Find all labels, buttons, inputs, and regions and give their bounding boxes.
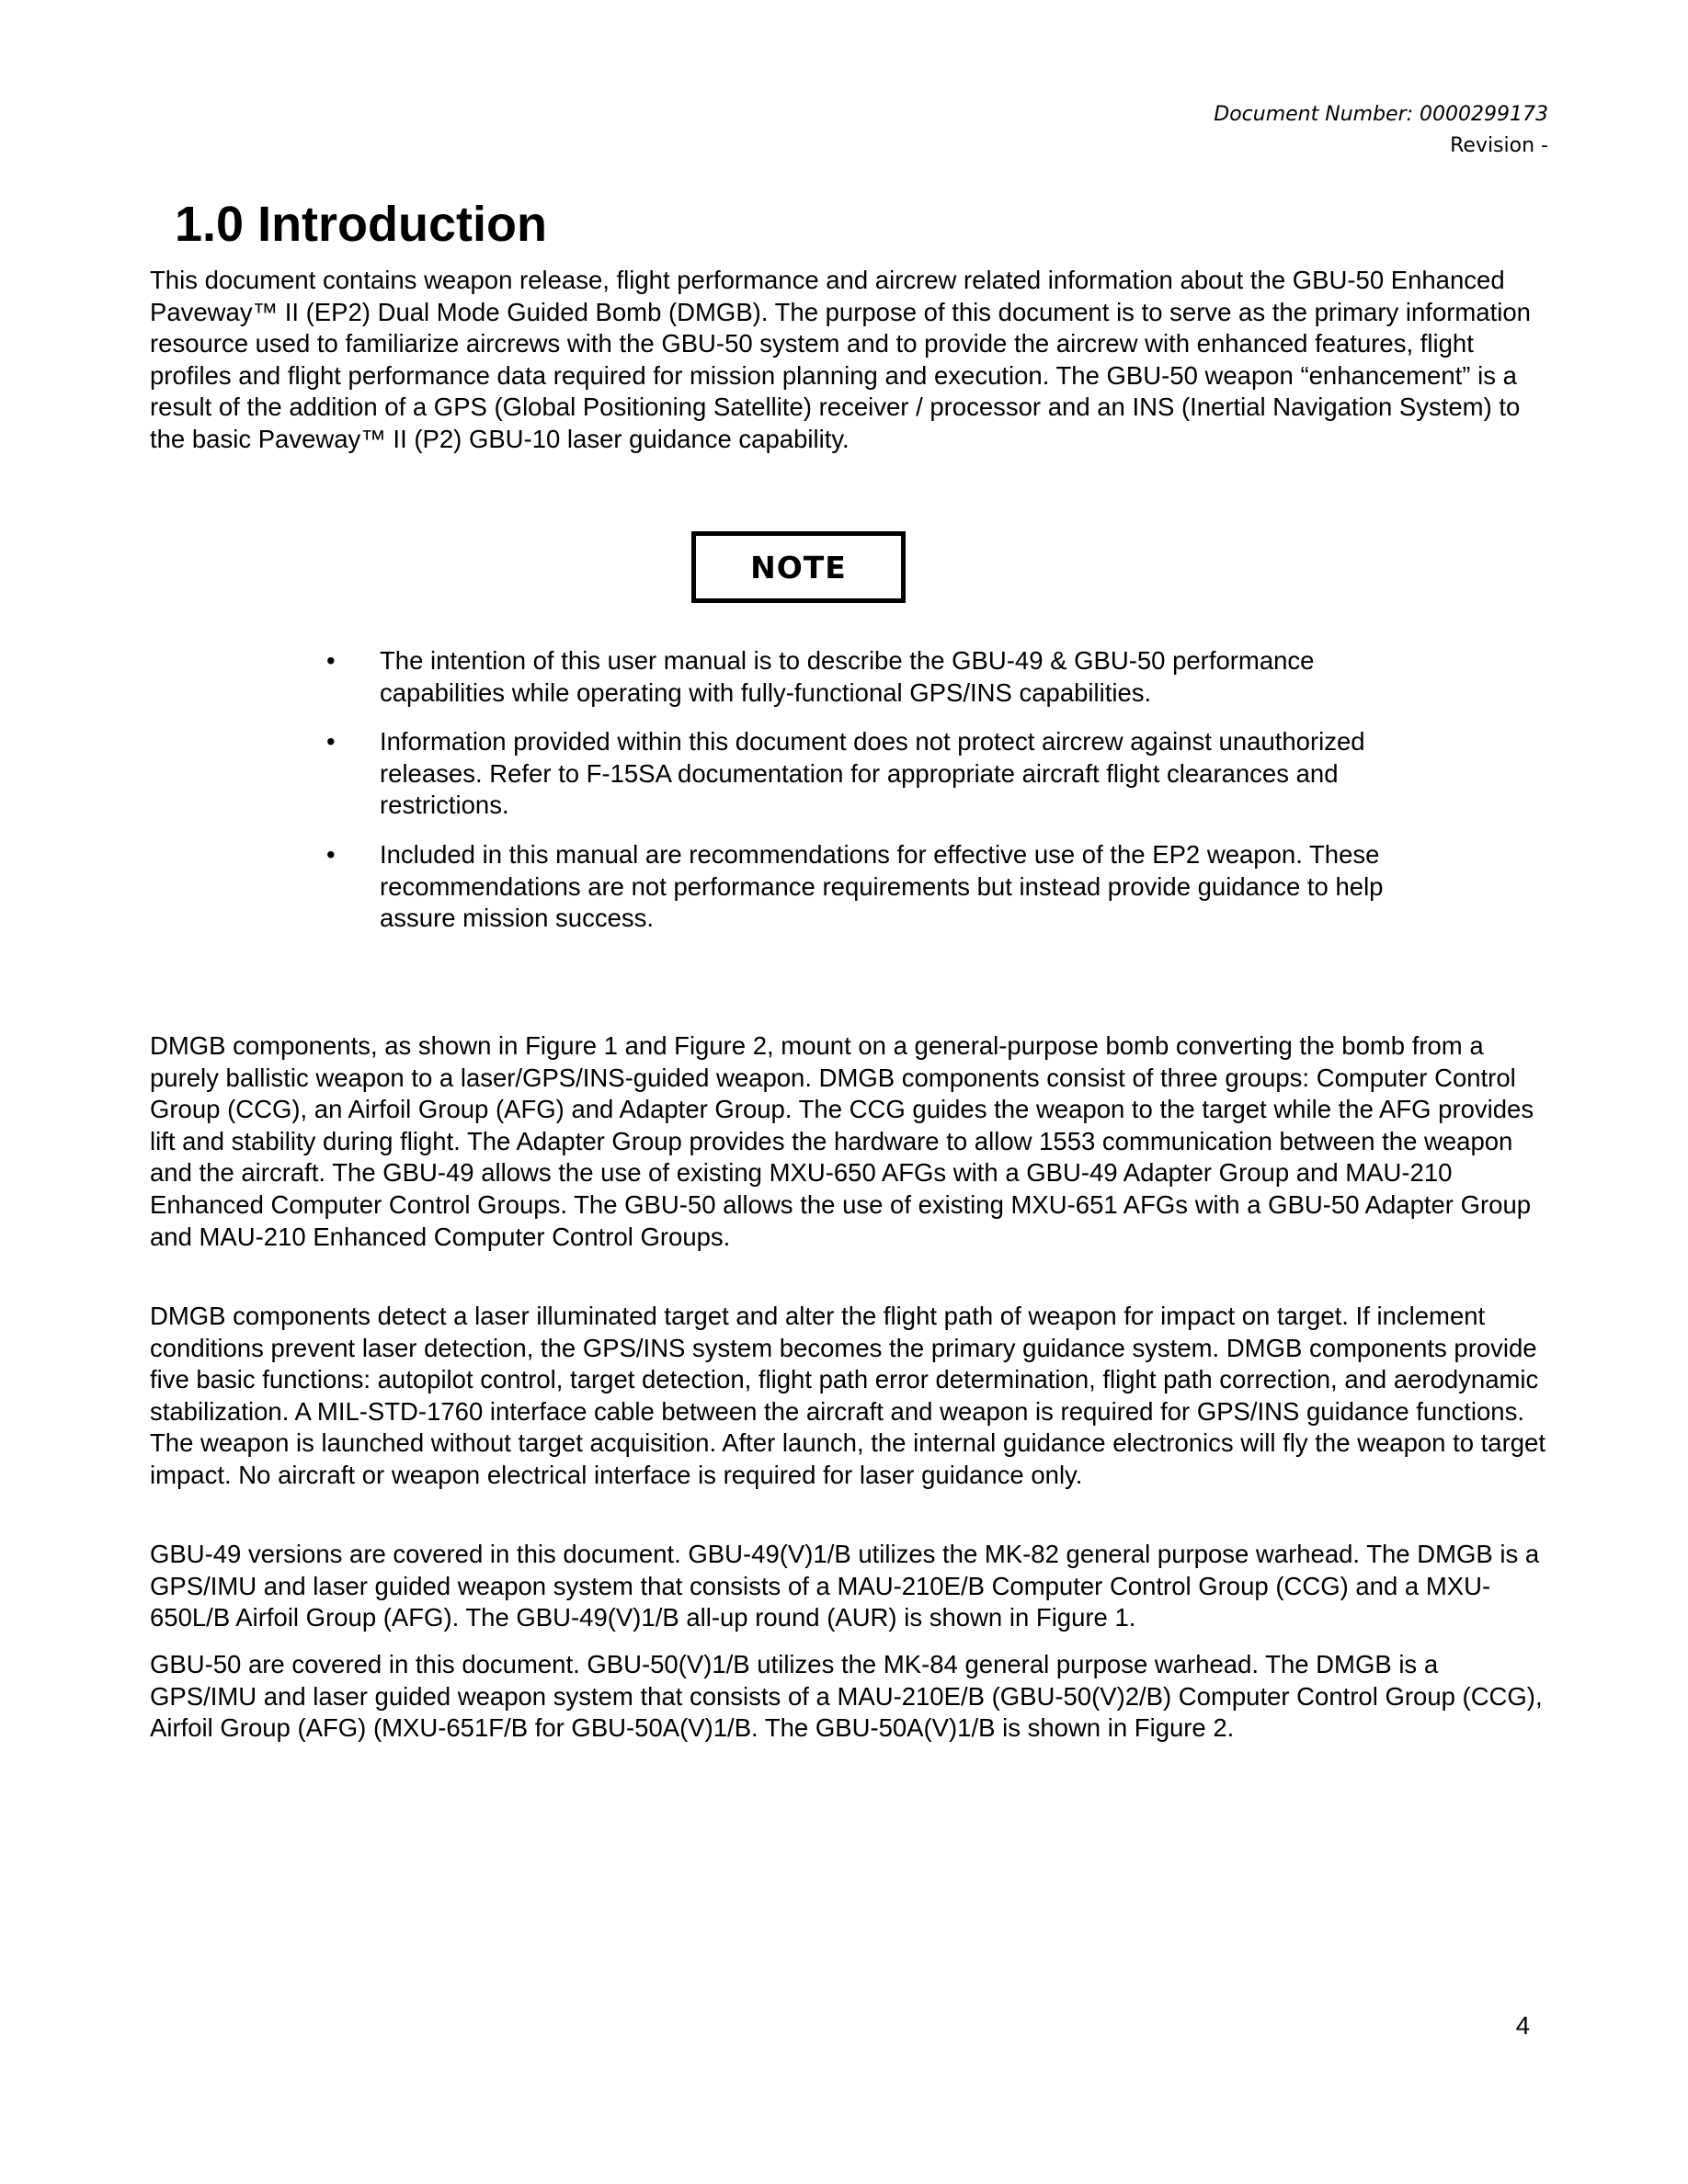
note-list [326, 645, 1384, 952]
bullet-icon: • [326, 646, 336, 675]
body-paragraph: DMGB components detect a laser illuminated target and alter the flight path of weapon for impact on target. If inclement conditions prevent laser detection, the GPS/INS system becomes the primary guidance system. DMGB components provide five basic functions: autopilot control, target detection, flight path error determination, flight path correction, and aerodynamic stabilization. A MIL-STD-1760 interface cable between the aircraft and weapon is required for GPS/INS guidance functions. The weapon is launched without target acquisition. After launch, the internal guidance electronics will fly the weapon to target impact. No aircraft or weapon electrical interface is required for laser guidance only. [150, 1302, 1545, 1489]
note-item-text: Information provided within this document does not protect aircrew against unauthorized releases. Refer to F-15SA documentation for appropriate aircraft flight clearances and restrictions. [380, 727, 1365, 820]
body-paragraph: GBU-49 versions are covered in this document. GBU-49(V)1/B utilizes the MK-82 general purpose warhead. The DMGB is a GPS/IMU and laser guided weapon system that consists of a MAU-210E/B Computer Control Group (CCG) and a MXU-650L/B Airfoil Group (AFG). The GBU-49(V)1/B all-up round (AUR) is shown in Figure 1. [150, 1540, 1540, 1632]
body-paragraph: DMGB components, as shown in Figure 1 and Figure 2, mount on a general-purpose bomb converting the bomb from a purely ballistic weapon to a laser/GPS/INS-guided weapon. DMGB components consist of three groups: Computer Control Group (CCG), an Airfoil Group (AFG) and Adapter Group. The CCG guides the weapon to the target while the AFG provides lift and stability during flight. The Adapter Group provides the hardware to allow 1553 communication between the weapon and the aircraft. The GBU-49 allows the use of existing MXU-650 AFGs with a GBU-49 Adapter Group and MAU-210 Enhanced Computer Control Groups. The GBU-50 allows the use of existing MXU-651 AFGs with a GBU-50 Adapter Group and MAU-210 Enhanced Computer Control Groups. [150, 1031, 1534, 1251]
note-item-text: Included in this manual are recommendations for effective use of the EP2 weapon. These recommendations are not performance requirements but instead provide guidance to help assure mission success. [380, 839, 1384, 933]
note-label-box [691, 531, 906, 603]
note-item [326, 726, 1384, 822]
section-title: 1.0 Introduction [175, 197, 547, 252]
note-item [326, 645, 1384, 709]
document-number: Document Number: 0000299173 [1214, 103, 1548, 126]
intro-paragraph: This document contains weapon release, flight performance and aircrew related information about the GBU-50 Enhanced Paveway™ II (EP2) Dual Mode Guided Bomb (DMGB). The purpose of this document is to serve as the primary information resource used to familiarize aircrews with the GBU-50 system and to provide the aircrew with enhanced features, flight profiles and flight performance data required for mission planning and execution. The GBU-50 weapon “enhancement” is a result of the addition of a GPS (Global Positioning Satellite) receiver / processor and an INS (Inertial Navigation System) to the basic Paveway™ II (P2) GBU-10 laser guidance capability. [150, 266, 1531, 453]
body-paragraph: GBU-50 are covered in this document. GBU-50(V)1/B utilizes the MK-84 general purpose warhead. The DMGB is a GPS/IMU and laser guided weapon system that consists of a MAU-210E/B (GBU-50(V)2/B) Computer Control Group (CCG), Airfoil Group (AFG) (MXU-651F/B for GBU-50A(V)1/B. The GBU-50A(V)1/B is shown in Figure 2. [150, 1650, 1543, 1743]
note-item [326, 839, 1384, 935]
bullet-icon: • [326, 727, 336, 756]
revision-label: Revision - [1450, 134, 1548, 157]
bullet-icon: • [326, 839, 336, 869]
note-item-text: The intention of this user manual is to describe the GBU-49 & GBU-50 performance capabilities while operating with fully-functional GPS/INS capabilities. [380, 646, 1315, 707]
page-number: 4 [1515, 2011, 1530, 2040]
document-header [1214, 99, 1548, 162]
note-label: NOTE [750, 549, 847, 586]
